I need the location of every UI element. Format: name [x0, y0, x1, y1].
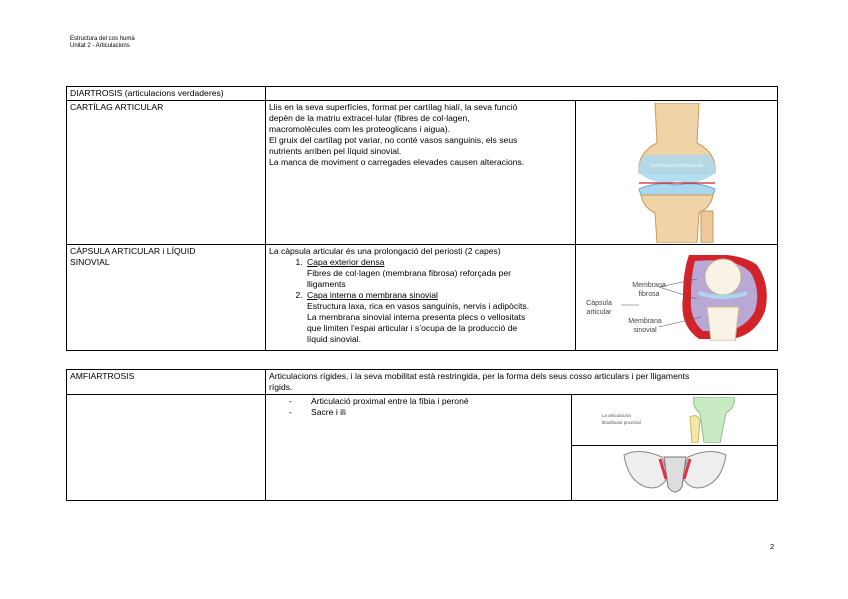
tibiofibular-label-2: tibiofibular proximal	[601, 420, 641, 425]
capsula-label: CÀPSULA ARTICULAR i LÍQUID SINOVIAL	[67, 245, 266, 351]
amfiartrosis-description: Articulacions rígides, i la seva mobilitat està restringida, per la forma dels seus cosso articulars i per lligaments rígids.	[266, 370, 778, 395]
knee-cartilage-image-cell	[576, 101, 778, 245]
amfiartrosis-examples	[266, 395, 572, 501]
tibiofibular-illustration	[600, 397, 750, 443]
capsula-layer-item: 1. Capa exterior densa Fibres de col·lagen (membrana fibrosa) reforçada per lligaments	[305, 257, 572, 290]
capsula-label-2: articular	[586, 308, 611, 316]
sinovial-label-1: Membrana	[627, 317, 662, 325]
cartilag-label: CARTÍLAG ARTICULAR	[67, 101, 266, 245]
amfiartrosis-title: AMFIARTROSIS	[67, 370, 266, 395]
amfiartrosis-table	[66, 369, 778, 501]
cartilage-image-label: CARTÍLAGO ARTICULAR	[650, 162, 703, 168]
tibiofibular-label-1: La articulación	[601, 413, 631, 418]
fibrosa-label-1: Membrana	[631, 281, 666, 289]
capsula-description: La càpsula articular és una prolongació del periosti (2 capes) 1. Capa exterior densa Fibres de col·lagen (membrana fibrosa) reforçada per lligaments 2. Capa interna o membrana sinovial Estructura laxa, rica en vasos sanguinis, nervis i adipòcits. La membrana sinovial interna presenta plecs o vellositats que limiten l’espai articular i s’ocupa de la producció de líquid sinovial.	[266, 245, 576, 351]
capsula-layers-list	[305, 257, 572, 345]
sacroiliac-image-cell	[572, 446, 778, 501]
diartrosis-table	[66, 86, 778, 351]
document-header	[70, 36, 135, 50]
joint-capsule-illustration	[579, 255, 775, 341]
sacroiliac-illustration	[620, 447, 730, 499]
tibiofibular-image-cell	[572, 395, 778, 446]
fibrosa-label-2: fibrosa	[637, 290, 660, 298]
knee-cartilage-illustration	[617, 103, 737, 243]
header-course: Estructura del cos humà	[70, 36, 135, 42]
cartilag-description: Llis en la seva superfícies, format per cartílag hialí, la seva funció depèn de la matriu extracel·lular (fibres de col·lagen, macromolècules com les proteoglicans i aigua). El gruix del cartílag pot variar, no conté vasos sanguinis, els seus nutrients arriben pel líquid sinovial. La manca de moviment o carregades elevades causen alteracions.	[266, 101, 576, 245]
sinovial-label-2: sinovial	[632, 326, 657, 334]
list-item: - Sacre i ili	[289, 407, 568, 418]
header-unit: Unitat 2 - Articulacions	[70, 43, 130, 49]
diartrosis-title: DIARTROSIS (articulacions verdaderes)	[67, 87, 266, 101]
capsule-image-cell	[576, 245, 778, 351]
page-number: 2	[770, 542, 775, 551]
list-item: - Articulació proximal entre la fíbia i peroné	[289, 396, 568, 407]
examples-list	[289, 396, 568, 418]
capsula-label-1: Càpsula	[585, 299, 612, 307]
capsula-layer-item: 2. Capa interna o membrana sinovial Estructura laxa, rica en vasos sanguinis, nervis i adipòcits. La membrana sinovial interna presenta plecs o vellositats que limiten l’espai articular i s’ocupa de la producció de líquid sinovial.	[305, 290, 572, 345]
